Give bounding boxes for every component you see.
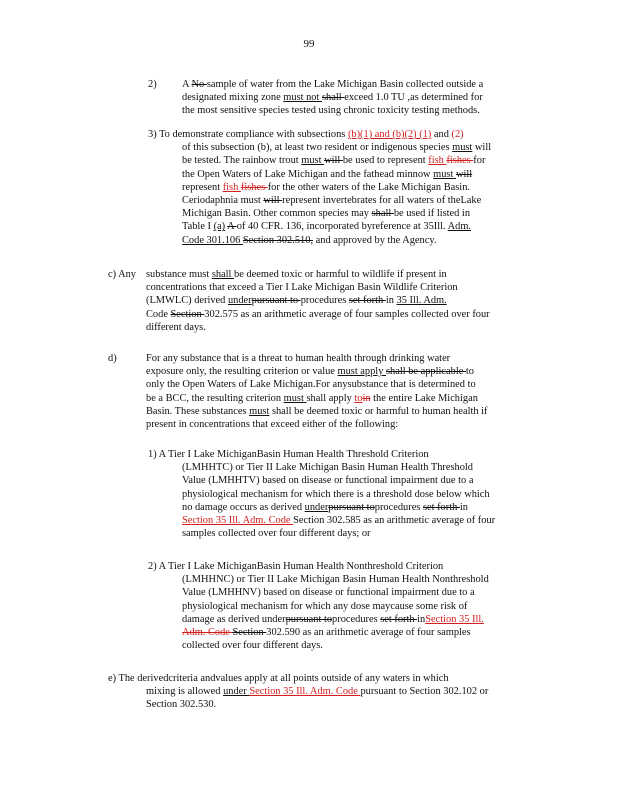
text-run: set forth: [380, 613, 418, 625]
text-run: Michigan Basin. Other common species may: [182, 208, 372, 220]
item-d-text: [146, 352, 546, 431]
text-run: will: [324, 155, 343, 167]
text-line: [146, 294, 546, 307]
text-line: [182, 78, 542, 91]
text-line: [146, 378, 546, 391]
text-run: for: [473, 155, 486, 167]
text-run: must: [452, 142, 473, 154]
text-run: must: [283, 392, 307, 404]
text-run: shall: [371, 208, 394, 220]
text-run: samples collected over four different days; or: [182, 528, 371, 540]
text-run: 302.590 as an arithmetic average of four samples: [266, 626, 471, 638]
text-line: [148, 461, 548, 474]
text-line: [148, 514, 548, 527]
text-run: present in concentrations that exceed either of the following:: [146, 418, 399, 430]
text-run: 1) A Tier I Lake MichiganBasin Human Health Threshold Criterion: [148, 449, 429, 460]
text-run: must: [249, 405, 270, 417]
text-run: e) The derivedcriteria andvalues apply at all points outside of any waters in which: [108, 673, 449, 684]
text-run: will: [455, 168, 473, 180]
text-run: be deemed toxic or harmful to wildlife if present in: [234, 269, 447, 280]
text-run: under: [227, 295, 252, 307]
text-run: exceed 1.0 TU ,as determined for: [344, 92, 483, 104]
text-run: (b)(1) and (b)(2) (1): [347, 129, 432, 140]
text-run: Adm.: [447, 221, 472, 233]
text-run: (LMHHNC) or Tier II Lake Michigan Basin Human Health Nonthreshold: [182, 574, 489, 586]
text-line: [148, 527, 548, 540]
text-line: [146, 321, 546, 334]
text-run: the most sensitive species tested using chronic toxicity testing methods.: [182, 105, 480, 117]
text-run: shall be applicable: [386, 366, 466, 378]
text-line: [146, 418, 546, 431]
text-run: Basin. These substances: [146, 405, 250, 417]
text-run: shall: [321, 92, 345, 104]
text-run: procedures: [332, 613, 381, 625]
text-line: [148, 626, 548, 639]
text-run: Section 35 Ill.: [425, 613, 484, 625]
text-line: [146, 268, 546, 281]
text-run: pursuant to: [285, 613, 333, 625]
text-run: For any substance that is a threat to human health through drinking water: [146, 353, 451, 364]
text-run: concentrations that exceed a Tier I Lake Michigan Basin Wildlife Criterion: [146, 282, 458, 294]
text-run: Table I: [182, 221, 214, 233]
text-run: designated mixing zone: [182, 92, 284, 104]
text-run: mixing is allowed: [146, 686, 224, 698]
text-run: Section 35 Ill. Adm. Code: [249, 686, 361, 698]
text-line: [146, 308, 546, 321]
text-line: [148, 154, 548, 167]
text-run: set forth: [348, 295, 386, 307]
text-run: physiological mechanism for which any dose maycause some risk of: [182, 600, 468, 612]
text-run: and approved by the Agency.: [313, 234, 437, 246]
text-run: fish: [222, 181, 241, 193]
text-run: shall be deemed toxic or harmful to human health if: [269, 405, 488, 417]
text-run: pursuant to: [251, 295, 301, 307]
text-run: be used to represent: [342, 155, 429, 167]
text-run: shall apply: [306, 392, 355, 404]
text-run: 35 Ill. Adm.: [396, 295, 447, 307]
text-run: shall: [211, 269, 235, 280]
text-line: [148, 501, 548, 514]
text-run: represent invertebrates for all waters of theLake: [282, 194, 482, 206]
text-run: fishes: [446, 155, 474, 167]
text-line: [148, 220, 548, 233]
text-run: of this subsection (b), at least two resident or indigenous species: [182, 142, 453, 154]
item-2-text: [182, 78, 542, 118]
text-run: in: [459, 501, 468, 513]
text-run: (2): [451, 129, 464, 140]
text-run: be tested. The rainbow trout: [182, 155, 302, 167]
text-run: must apply: [337, 366, 386, 378]
text-run: to: [354, 392, 363, 404]
text-run: the Open Waters of Lake Michigan and the fathead minnow: [182, 168, 434, 180]
text-run: 3) To demonstrate compliance with subsections: [148, 129, 348, 140]
text-run: Value (LMHHTV) based on disease or functional impairment due to a: [182, 475, 474, 487]
text-run: must: [301, 155, 325, 167]
item-d-label: d): [108, 353, 117, 364]
text-line: [148, 560, 548, 573]
text-run: Value (LMHHNV) based on disease or functional impairment due to a: [182, 587, 475, 599]
text-run: in: [362, 392, 371, 404]
text-run: 302.575 as an arithmetic average of four samples collected over four: [204, 308, 490, 320]
text-run: A: [227, 221, 237, 233]
text-run: will: [472, 142, 492, 154]
text-run: Section 302.585 as an arithmetic average of four: [293, 514, 496, 526]
text-run: for the other waters of the Lake Michigan Basin.: [267, 181, 470, 193]
text-run: (LMWLC) derived: [146, 295, 228, 307]
text-run: pursuant to Section 302.102 or: [360, 686, 489, 698]
text-run: No: [191, 79, 207, 90]
text-run: under: [304, 501, 329, 513]
item-e-text: [108, 672, 548, 712]
text-line: [146, 405, 546, 418]
text-run: and: [431, 129, 452, 140]
item-c-label: c) Any: [108, 269, 136, 280]
text-run: the entire Lake Michigan: [370, 392, 478, 404]
text-line: [148, 168, 548, 181]
text-run: (LMHHTC) or Tier II Lake Michigan Basin Human Health Threshold: [182, 462, 473, 474]
text-run: sample of water from the Lake Michigan Basin collected outside a: [206, 79, 484, 90]
text-line: [148, 141, 548, 154]
text-run: exposure only, the resulting criterion or value: [146, 366, 338, 378]
text-line: [108, 698, 548, 711]
text-line: [108, 672, 548, 685]
text-line: [148, 488, 548, 501]
text-run: procedures: [374, 501, 423, 513]
text-run: of 40 CFR. 136, incorporated byreference at 35Ill.: [236, 221, 448, 233]
text-line: [148, 639, 548, 652]
item-c-text: [146, 268, 546, 334]
text-run: Section: [232, 626, 267, 638]
text-run: fishes: [240, 181, 268, 193]
text-run: different days.: [146, 321, 206, 333]
text-run: fish: [428, 155, 447, 167]
text-run: pursuant to: [328, 501, 375, 513]
text-line: [148, 448, 548, 461]
text-line: [148, 586, 548, 599]
text-run: under: [223, 686, 250, 698]
item-2-label: 2): [148, 79, 157, 90]
text-run: in: [385, 295, 397, 307]
text-run: Section 35 Ill. Adm. Code: [182, 514, 294, 526]
text-run: be used if listed in: [393, 208, 471, 220]
text-run: must: [433, 168, 456, 180]
text-run: Code: [146, 308, 171, 320]
text-run: Section 302.530.: [146, 699, 217, 711]
text-run: (a): [213, 221, 226, 233]
subitem-2-text: [148, 560, 548, 652]
text-line: [108, 685, 548, 698]
item-3-text: [148, 128, 548, 247]
text-run: Section 302.510,: [242, 234, 314, 246]
text-line: [148, 474, 548, 487]
text-run: Ceriodaphnia must: [182, 194, 264, 206]
text-run: physiological mechanism for which there is a threshold dose below which: [182, 488, 490, 500]
text-run: be a BCC, the resulting criterion: [146, 392, 284, 404]
text-line: [182, 91, 542, 104]
text-line: [148, 613, 548, 626]
subitem-1-text: [148, 448, 548, 540]
text-line: [146, 352, 546, 365]
text-run: collected over four different days.: [182, 640, 323, 652]
text-run: Adm. Code: [182, 626, 233, 638]
text-run: procedures: [300, 295, 349, 307]
text-line: [148, 128, 548, 141]
text-line: [148, 600, 548, 613]
text-line: [148, 573, 548, 586]
text-line: [182, 104, 542, 117]
text-run: A: [182, 79, 192, 90]
text-run: will: [263, 194, 283, 206]
text-line: [146, 281, 546, 294]
text-run: damage as derived under: [182, 613, 286, 625]
text-run: Code 301.106: [182, 234, 243, 246]
text-line: [148, 234, 548, 247]
text-run: in: [417, 613, 426, 625]
text-run: only the Open Waters of Lake Michigan.For anysubstance that is determined to: [146, 379, 476, 391]
text-line: [148, 181, 548, 194]
text-run: no damage occurs as derived: [182, 501, 305, 513]
text-line: [148, 194, 548, 207]
text-line: [146, 365, 546, 378]
text-run: 2) A Tier I Lake MichiganBasin Human Health Nonthreshold Criterion: [148, 561, 444, 572]
text-line: [148, 207, 548, 220]
text-run: must not: [283, 92, 322, 104]
text-run: set forth: [422, 501, 460, 513]
text-run: substance must: [146, 269, 212, 280]
text-run: to: [465, 366, 475, 378]
text-run: represent: [182, 181, 223, 193]
page-number: 99: [303, 38, 315, 50]
text-line: [146, 392, 546, 405]
text-run: Section: [170, 308, 205, 320]
